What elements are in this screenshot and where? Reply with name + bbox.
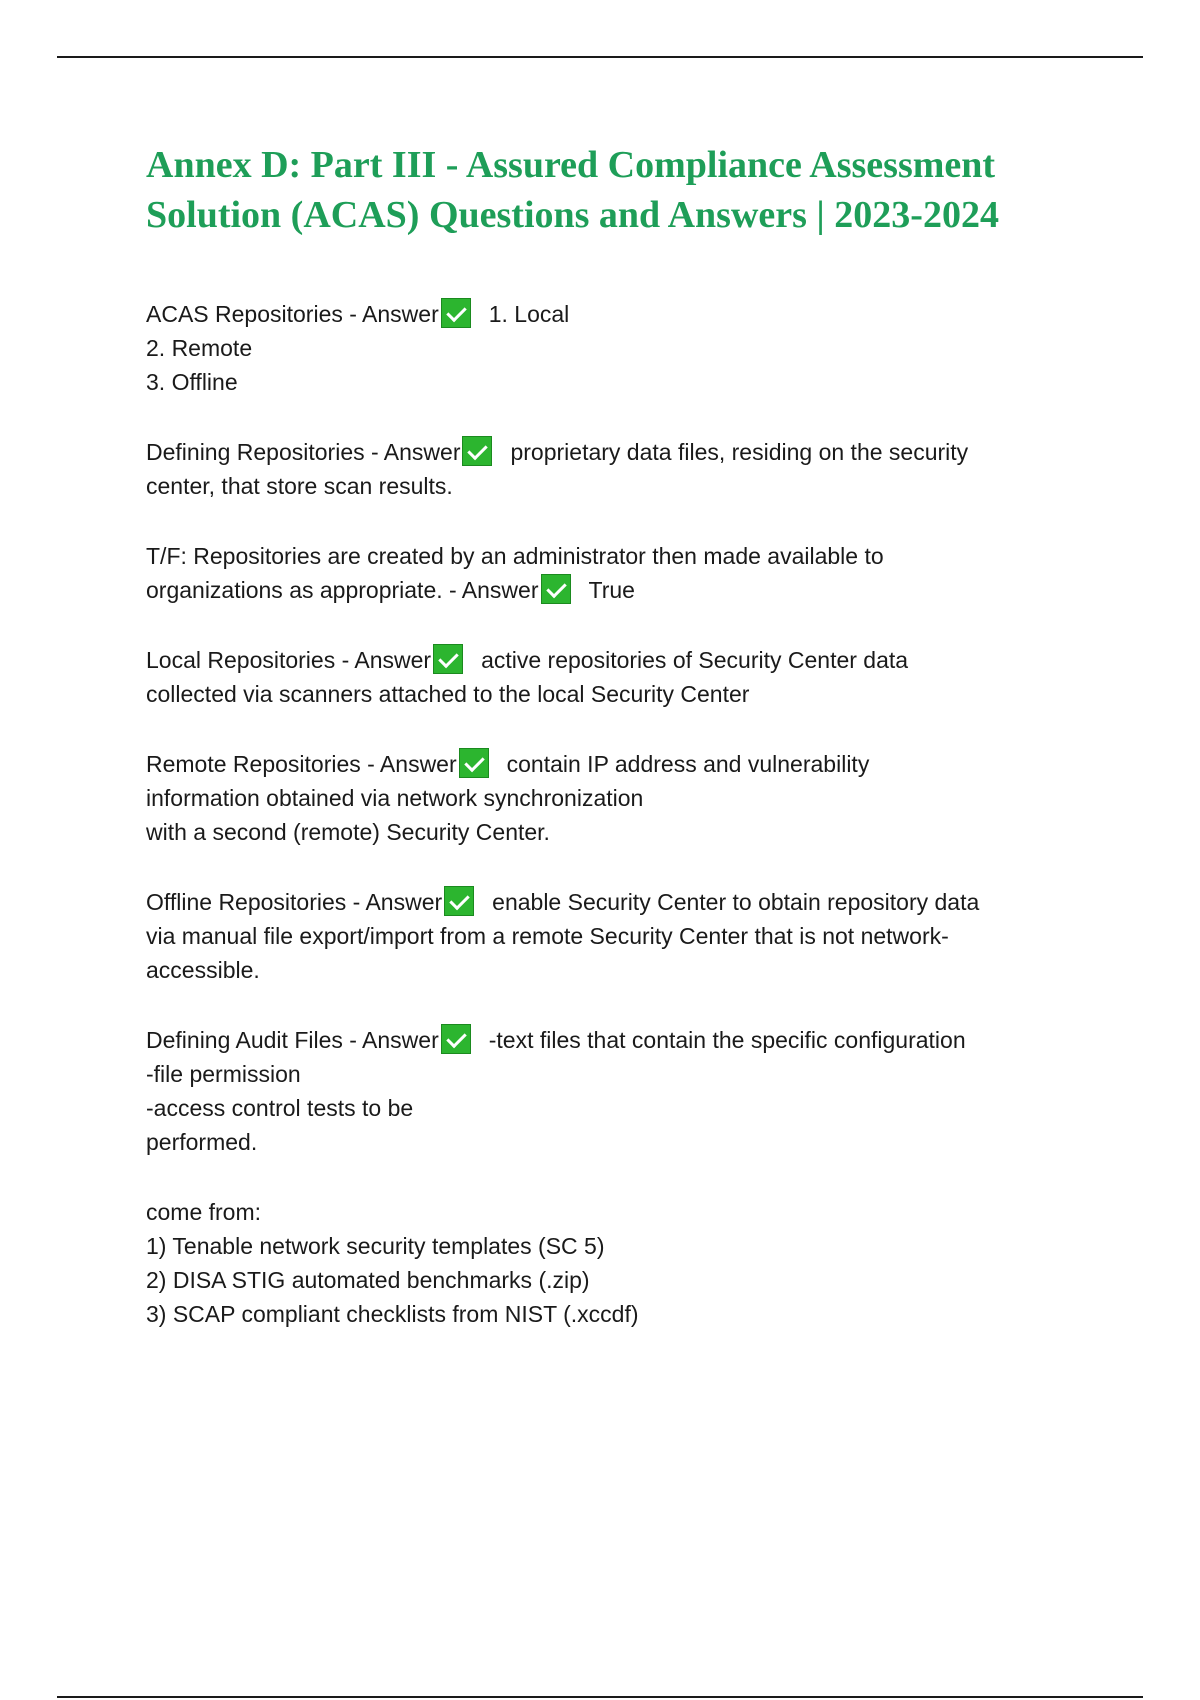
source-item: 1) Tenable network security templates (SC 5) xyxy=(146,1233,605,1259)
sources-heading: come from: xyxy=(146,1199,262,1225)
qa-first-line xyxy=(146,643,1106,677)
green-checkmark-icon xyxy=(462,436,492,466)
answer-text: active repositories of Security Center data xyxy=(481,647,909,673)
bottom-rule xyxy=(57,1696,1143,1698)
question-text: Defining Audit Files - Answer xyxy=(146,1027,439,1053)
qa-item xyxy=(146,747,1106,849)
answer-line: accessible. xyxy=(146,957,260,983)
qa-item xyxy=(146,539,1106,607)
question-text: ACAS Repositories - Answer xyxy=(146,301,439,327)
qa-first-line xyxy=(146,1023,1106,1057)
question-line: T/F: Repositories are created by an administrator then made available to xyxy=(146,543,884,569)
qa-first-line xyxy=(146,435,1106,469)
qa-item xyxy=(146,643,1106,711)
question-text: Defining Repositories - Answer xyxy=(146,439,461,465)
top-rule xyxy=(57,56,1143,58)
qa-list xyxy=(146,297,1106,1367)
answer-line: -access control tests to be xyxy=(146,1095,414,1121)
answer-line: via manual file export/import from a remote Security Center that is not network- xyxy=(146,923,949,949)
answer-line: 2. Remote xyxy=(146,335,253,361)
green-checkmark-icon xyxy=(444,886,474,916)
question-text: Local Repositories - Answer xyxy=(146,647,432,673)
qa-item xyxy=(146,1023,1106,1159)
source-item: 2) DISA STIG automated benchmarks (.zip) xyxy=(146,1267,590,1293)
green-checkmark-icon xyxy=(441,298,471,328)
answer-line: center, that store scan results. xyxy=(146,473,453,499)
green-checkmark-icon xyxy=(441,1024,471,1054)
answer-text: -text files that contain the specific configuration xyxy=(488,1027,966,1053)
qa-item xyxy=(146,435,1106,503)
green-checkmark-icon xyxy=(459,748,489,778)
question-text: Remote Repositories - Answer xyxy=(146,751,457,777)
qa-first-line xyxy=(146,747,1106,781)
question-text: organizations as appropriate. - Answer xyxy=(146,577,539,603)
qa-first-line xyxy=(146,885,1106,919)
qa-item xyxy=(146,297,1106,399)
answer-line: 3. Offline xyxy=(146,369,238,395)
answer-text: contain IP address and vulnerability xyxy=(506,751,870,777)
answer-text: proprietary data files, residing on the security xyxy=(510,439,969,465)
answer-line: collected via scanners attached to the local Security Center xyxy=(146,681,750,707)
answer-text: 1. Local xyxy=(488,301,570,327)
answer-line: -file permission xyxy=(146,1061,301,1087)
sources-block xyxy=(146,1195,1106,1331)
question-text: Offline Repositories - Answer xyxy=(146,889,443,915)
answer-line: performed. xyxy=(146,1129,258,1155)
green-checkmark-icon xyxy=(541,574,571,604)
document-title: Annex D: Part III - Assured Compliance Assessment Solution (ACAS) Questions and Answers | 2023-2024 xyxy=(146,144,999,236)
green-checkmark-icon xyxy=(433,644,463,674)
answer-line: information obtained via network synchronization xyxy=(146,785,644,811)
answer-line: with a second (remote) Security Center. xyxy=(146,819,550,845)
source-item: 3) SCAP compliant checklists from NIST (.xccdf) xyxy=(146,1301,639,1327)
answer-text: True xyxy=(588,577,635,603)
qa-first-line xyxy=(146,573,1106,607)
qa-item xyxy=(146,885,1106,987)
answer-text: enable Security Center to obtain repository data xyxy=(492,889,980,915)
qa-first-line xyxy=(146,297,1106,331)
